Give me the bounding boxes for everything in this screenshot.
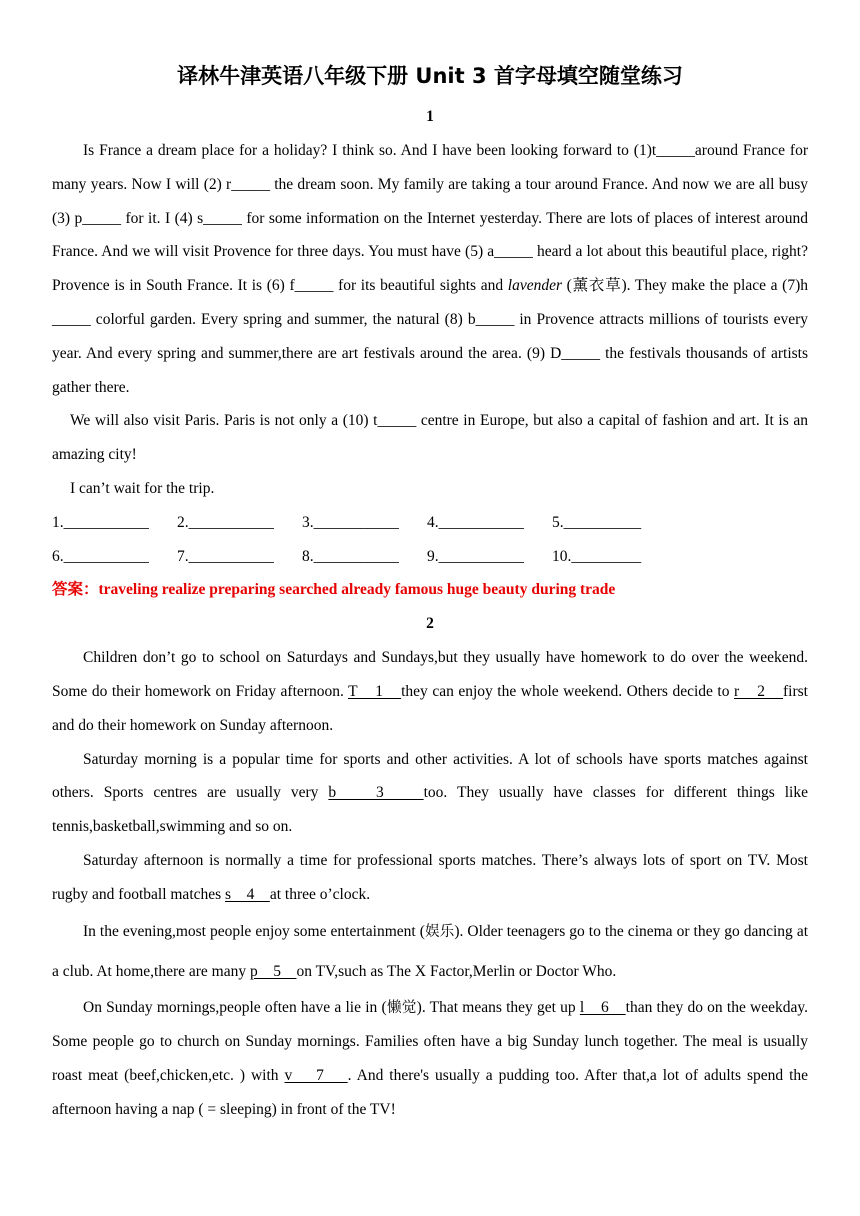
text-run: too. They usually have classes for different things like tennis,basketball,swimming and so on. xyxy=(52,784,808,836)
section-1-paragraph-2: We will also visit Paris. Paris is not only a (10) t_____ centre in Europe, but also a capital of fashion and art. It is an amazing city! xyxy=(52,412,808,464)
blank-2: r 2 xyxy=(733,682,784,700)
section-2-number: 2 xyxy=(426,615,434,633)
text-run: On Sunday mornings,people often have a lie in ( xyxy=(83,998,387,1016)
blank-4: s 4 xyxy=(225,885,270,903)
chinese-gloss: 懒觉 xyxy=(386,999,417,1016)
text-run: Is France a dream place for a holiday? I think so. And I have been looking forward to (1)t_____around France for many years. Now I will (2) r_____ the dream soon. My family are taking a tour around France. And now we are all busy (3) p_____ for it. I (4) s_____ for some information on the Internet yesterday. There are lots of places of interest around France. And we will visit Provence for three days. You must have (5) a_____ heard a lot about this beautiful place, right? Provence is in South France. It is (6) f_____ for its beautiful sights and xyxy=(52,142,808,295)
section-1-paragraph-3: I can’t wait for the trip. xyxy=(70,479,215,497)
text-run: at three o’clock. xyxy=(269,885,371,903)
page-title: 译林牛津英语八年级下册 Unit 3 首字母填空随堂练习 xyxy=(177,64,683,88)
text-run: Saturday morning is a popular time for sports and other activities. A lot of schools have sports matches against others. Sports centres are usually very xyxy=(52,750,808,802)
text-run: (薰衣草). They make the place a (7)h _____ colorful garden. Every spring and summer, the natural (8) b_____ in Provence attracts millions of tourists every year. And every spring and summer,there are art festivals around the area. (9) D_____ the festivals thousands of artists gather there. xyxy=(52,277,808,396)
blank-1: T 1 xyxy=(348,682,402,700)
answer-blank[interactable]: 1.___________ xyxy=(52,513,149,531)
text-run: . And there's usually a pudding too. After that,a lot of adults spend the afternoon having a nap ( = sleeping) in front of the TV! xyxy=(52,1067,809,1118)
answer-blank[interactable]: 3.___________ xyxy=(302,513,399,531)
answer-blanks-row-1 xyxy=(52,506,808,540)
blank-5: p 5 xyxy=(249,962,297,980)
section-2-paragraph-2 xyxy=(52,743,808,844)
text-run: on TV,such as The X Factor,Merlin or Doctor Who. xyxy=(296,962,617,980)
italic-word: lavender xyxy=(507,277,562,295)
blank-6: l 6 xyxy=(579,998,626,1016)
answer-blank[interactable]: 7.___________ xyxy=(177,547,274,565)
text-run: Saturday afternoon is normally a time for professional sports matches. There’s always lots of sport on TV. Most rugby and football matches xyxy=(52,851,808,903)
answer-blank[interactable]: 9.___________ xyxy=(427,547,524,565)
blank-7: v 7 xyxy=(284,1067,348,1085)
section-2-paragraph-5 xyxy=(52,991,808,1127)
answer-blank[interactable]: 2.___________ xyxy=(177,513,274,531)
text-run: In the evening,most people enjoy some entertainment ( xyxy=(83,922,425,940)
chinese-gloss: 娱乐 xyxy=(424,923,455,940)
section-1-paragraph-1 xyxy=(52,134,808,404)
answer-blank[interactable]: 4.___________ xyxy=(427,513,524,531)
worksheet-page xyxy=(52,52,808,1127)
answer-key: 答案：traveling realize preparing searched already famous huge beauty during trade xyxy=(52,581,616,599)
answer-blank[interactable]: 6.___________ xyxy=(52,547,149,565)
answer-blank[interactable]: 5.__________ xyxy=(552,513,642,531)
section-2-paragraph-1 xyxy=(52,641,808,742)
text-run: Children don’t go to school on Saturdays and Sundays,but they usually have homework to do over the weekend. Some do their homework on Friday afternoon. xyxy=(52,649,808,700)
section-1-number: 1 xyxy=(426,108,434,125)
blank-3: b 3 xyxy=(328,784,424,802)
text-run: ). Older teenagers go to the cinema or they go dancing at a club. At home,there are many xyxy=(52,922,809,980)
text-run: than they do on the weekday. Some people go to church on Sunday mornings. Families often have a big Sunday lunch together. The meal is usually roast meat (beef,chicken,etc. ) with xyxy=(52,998,809,1085)
text-run: ). That means they get up xyxy=(416,998,580,1016)
text-run: first and do their homework on Sunday afternoon. xyxy=(52,682,808,734)
answer-blank[interactable]: 8.___________ xyxy=(302,547,399,565)
section-2-paragraph-4 xyxy=(52,912,808,991)
answer-blanks-row-2 xyxy=(52,540,808,574)
answer-blank[interactable]: 10._________ xyxy=(552,547,642,565)
section-2-paragraph-3 xyxy=(52,844,808,912)
text-run: they can enjoy the whole weekend. Others decide to xyxy=(401,682,734,700)
